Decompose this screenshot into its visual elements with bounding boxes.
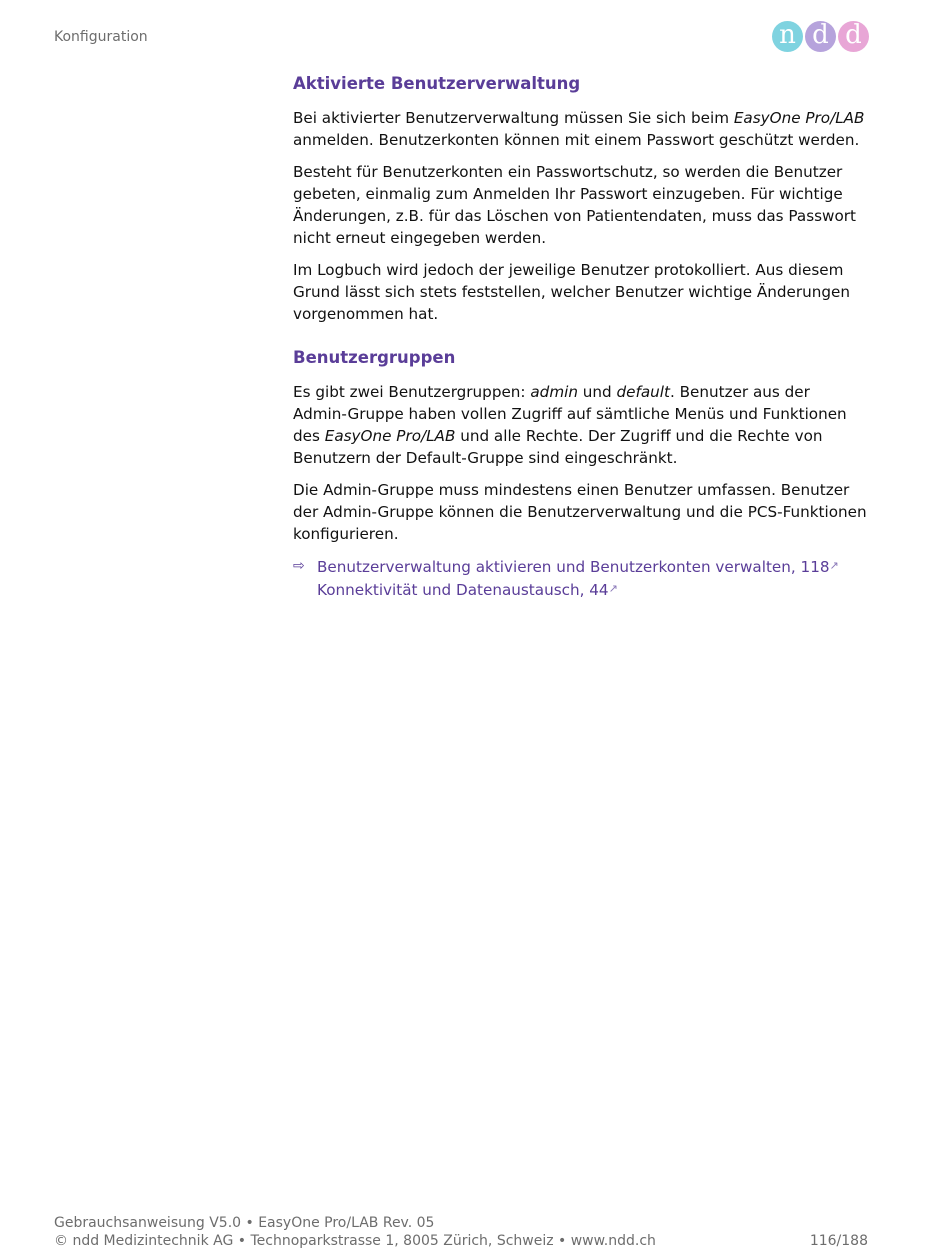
page-number: 116/188 <box>809 1233 868 1249</box>
text-run: anmelden. Benutzerkonten können mit einem Passwort geschützt werden. <box>293 131 860 149</box>
text-run: und <box>577 383 617 401</box>
running-header-section: Konfiguration <box>54 29 148 45</box>
paragraph-anmelden <box>293 107 868 151</box>
group-name-admin: admin <box>530 383 578 401</box>
link-label: Konnektivität und Datenaustausch, 44 <box>317 581 609 599</box>
heading-aktivierte-benutzerverwaltung: Aktivierte Benutzerverwaltung <box>293 74 581 93</box>
heading-benutzergruppen: Benutzergruppen <box>293 348 456 367</box>
paragraph-admin-gruppe: Die Admin-Gruppe muss mindestens einen Benutzer umfassen. Benutzer der Admin-Gruppe können die Benutzerverwaltung und die PCS-Funktionen konfigurieren. <box>293 481 867 543</box>
arrow-right-icon: ⇨ <box>293 558 305 574</box>
link-label: Benutzerverwaltung aktivieren und Benutzerkonten verwalten, 118 <box>317 558 830 576</box>
product-name: EasyOne Pro/LAB <box>324 427 456 445</box>
link-konnektivitaet[interactable] <box>317 578 868 601</box>
paragraph-logbuch: Im Logbuch wird jedoch der jeweilige Benutzer protokolliert. Aus diesem Grund lässt sich stets feststellen, welcher Benutzer wichtige Änderungen vorgenommen hat. <box>293 261 850 323</box>
text-run: und alle Rechte. Der Zugriff und die Rechte von Benutzern der Default-Gruppe sind eingeschränkt. <box>293 427 823 467</box>
paragraph-passwortschutz: Besteht für Benutzerkonten ein Passwortschutz, so werden die Benutzer gebeten, einmalig zum Anmelden Ihr Passwort einzugeben. Für wichtige Änderungen, z.B. für das Löschen von Patientendaten, muss das Passwort nicht erneut eingegeben werden. <box>293 163 856 247</box>
text-run: Es gibt zwei Benutzergruppen: <box>293 383 531 401</box>
external-link-icon: ↗ <box>608 582 618 595</box>
link-benutzerverwaltung-aktivieren[interactable] <box>317 555 868 578</box>
text-run: Bei aktivierter Benutzerverwaltung müssen Sie sich beim <box>293 109 734 127</box>
footer-company-info: © ndd Medizintechnik AG • Technoparkstrasse 1, 8005 Zürich, Schweiz • www.ndd.ch <box>54 1233 656 1249</box>
paragraph-benutzergruppen <box>293 381 868 469</box>
main-content <box>293 72 868 601</box>
product-name: EasyOne Pro/LAB <box>733 109 865 127</box>
external-link-icon: ↗ <box>829 559 839 572</box>
logo-letter-d2: d <box>838 21 869 52</box>
logo-letter-d1: d <box>805 21 836 52</box>
page-footer <box>54 1214 868 1250</box>
group-name-default: default <box>616 383 670 401</box>
text-run: . Benutzer aus der Admin-Gruppe haben vollen Zugriff auf sämtliche Menüs und Funktionen des <box>293 383 847 445</box>
ndd-logo <box>772 21 870 52</box>
see-also-links <box>293 555 868 601</box>
logo-letter-n: n <box>772 21 803 52</box>
footer-document-info: Gebrauchsanweisung V5.0 • EasyOne Pro/LAB Rev. 05 <box>54 1215 435 1231</box>
